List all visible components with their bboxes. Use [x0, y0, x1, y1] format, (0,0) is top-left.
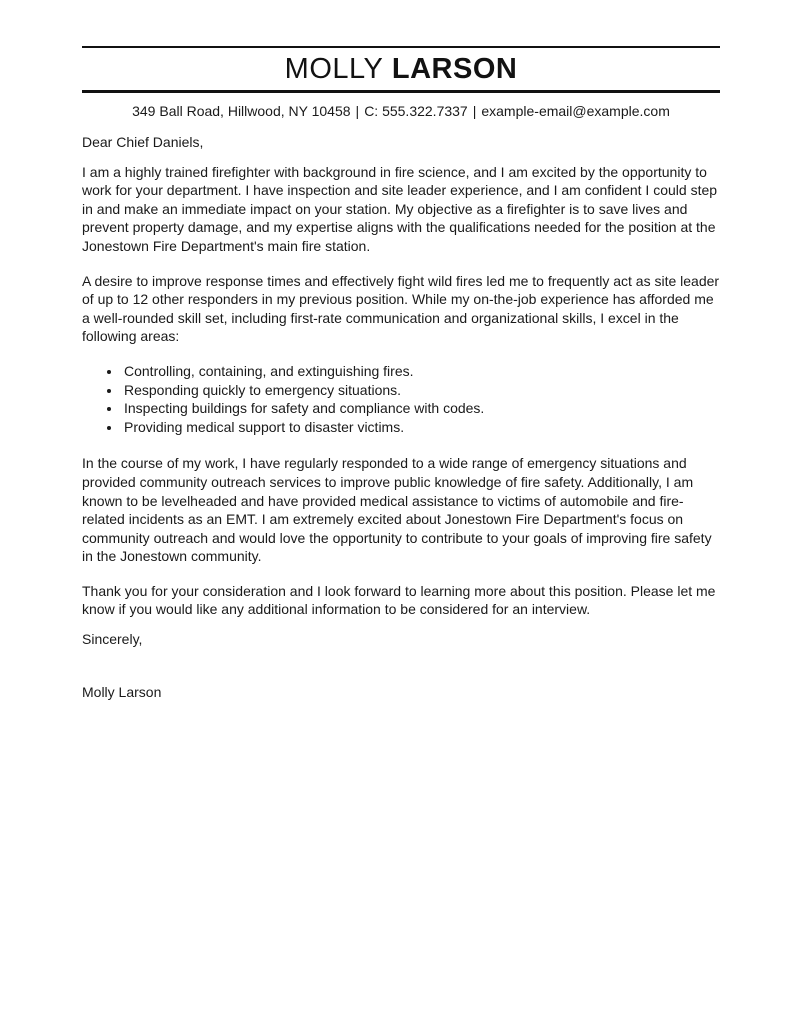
skills-list-item: • Inspecting buildings for safety and compliance with codes. — [122, 399, 720, 418]
skills-list — [82, 362, 720, 436]
header-rule-bottom — [82, 90, 720, 93]
body-paragraph: In the course of my work, I have regularly responded to a wide range of emergency situations and provided community outreach services to improve public knowledge of fire safety. Additionally, I am known to be levelheaded and have provided medical assistance to victims of automobile and fire-related incidents as an EMT. I am extremely excited about Jonestown Fire Department's focus on community outreach and would love the opportunity to contribute to your goals of improving fire safety in the Jonestown community. — [82, 455, 712, 565]
contact-address: 349 Ball Road, Hillwood, NY 10458 — [132, 103, 351, 119]
closing: Sincerely, — [82, 631, 143, 648]
salutation: Dear Chief Daniels, — [82, 134, 204, 150]
letter-body — [82, 133, 720, 701]
candidate-name — [82, 48, 720, 90]
skills-list-item: • Controlling, containing, and extinguishing fires. — [122, 362, 720, 381]
name-space — [383, 53, 392, 85]
contact-email: example-email@example.com — [481, 103, 670, 119]
skills-list-item: • Providing medical support to disaster victims. — [122, 418, 720, 437]
contact-separator: | — [355, 103, 360, 119]
signature-name: Molly Larson — [82, 683, 162, 700]
candidate-last-name: LARSON — [391, 53, 518, 85]
body-paragraph: Thank you for your consideration and I look forward to learning more about this position. Please let me know if you would like any additional information to be considered for an interview. — [82, 582, 716, 618]
candidate-first-name: MOLLY — [284, 53, 384, 85]
contact-phone: C: 555.322.7337 — [364, 103, 468, 119]
body-paragraph: I am a highly trained firefighter with background in fire science, and I am excited by the opportunity to work for your department. I have inspection and site leader experience, and I am confident I could step in and make an immediate impact on your station. My objective as a firefighter is to save lives and prevent property damage, and my expertise aligns with the qualifications needed for the position at the Jonestown Fire Department's main fire station. — [82, 163, 718, 254]
skills-list-item: • Responding quickly to emergency situations. — [122, 381, 720, 400]
contact-info — [82, 103, 720, 119]
body-paragraph: A desire to improve response times and effectively fight wild fires led me to frequently act as site leader of up to 12 other responders in my previous position. While my on-the-job experience has afforded me a well-rounded skill set, including first-rate communication and organizational skills, I excel in the following areas: — [82, 272, 720, 345]
contact-separator: | — [472, 103, 477, 119]
